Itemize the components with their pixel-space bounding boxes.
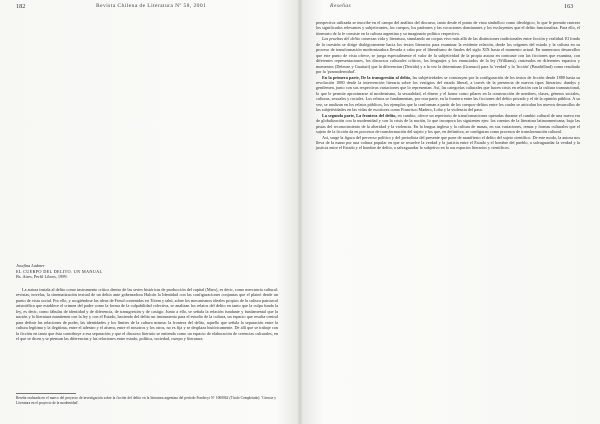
- footnote-rule: [16, 393, 76, 394]
- review-citation: [16, 263, 266, 280]
- left-body-text: [16, 287, 278, 342]
- left-paragraph: La autora instala al delito como instrumento crítico dentro de las series históricas de producción del capital (Marx), es decir, como mercancía cultural: revistas, novelas, la cinematización textual de un delito ante gobernadora Halcón la Identidad con las configuraciones conjuntas que el plateó desde un punto de vista social. Por ello, y acogiéndose las ideas de Freud contenidas en Tótem y tabú, sobre los mecanismos ideales propios de la cultura patriarcal aristotélica que establece el crimen del padre como la forma de la culpabilidad colectiva, se analizan los relatos del delito en tanto que la culpa funda la ley, es decir, como fábulas de identidad y de diferencia, de transgresión y de castigo. Junto a ello, se señala la relación fundante y fundamental que la nación y la literatura mantienen con la ley y con el Estado, haciendo del delito un instrumento para el estudio de la cultura, un espacio que resulta central para definir las relaciones de poder, las identidades y los límites de la cultura misma: la frontera del delito, aquello que señala la separación entre la cultura legítima y la ilegítima, entre el adentro y el afuera, entre el nosotros y los otros, no es fija y se desplaza históricamente. De allí que se trabaje con la ficción en tanto que ésta contribuye a esa separación y que el discurso literario se entienda como un espacio de elaboración de creencias culturales, en el que se dicen y se piensan las diferencias y las relaciones entre estado, política, sociedad, cuerpo y literatura.: [16, 287, 278, 342]
- review-author: Josefina Ludmer: [16, 263, 45, 268]
- right-paragraph: Las pruebas del delito conectan vida y literatura, simulando un corpus vivo más allá de las distinciones tradicionales entre ficción y realidad. El fondo de la cuestión se dirige dialógicamente hacia los textos literarios para examinar la evidente relación, desde los orígenes del estado y la cultura en su proceso de transformación modernizadora llevada a cabo por el liberalismo de finales del siglo XIX hasta el momento actual. En numerosos desarrollos que este punto de vista ofrece, se juega especialmente el valor de la subjetividad de la propia autora en contraste con las ficciones que examina, con diferentes representaciones, los discursos culturales críticos, los lenguajes y los enunciados de la ley (Williams), rastreados en diferentes espacios y momentos (Deleuze y Guattari) que la diferencian (Derrida) y a la vez la determinan (Gramsci) para la 'verdad' y la 'ficción' (Baudrillard) como resultado por la 'posmodernidad'.: [316, 36, 580, 75]
- left-page-number: 182: [16, 3, 26, 10]
- review-imprint: Bs. Aires, Perfil Libros, 1999.: [16, 274, 68, 280]
- review-title: EL CUERPO DEL DELITO. UN MANUAL: [16, 268, 103, 274]
- paragraph-lead: La segunda parte, La frontera del delito,: [322, 112, 397, 118]
- right-page-number: 163: [564, 3, 574, 10]
- right-paragraph: La segunda parte, La frontera del delito, en cambio, ofrece un repertorio de transformaciones operadas durante el cambio cultural de una nueva era de globalización con la modernidad y con la crisis de la nación, lo que incorpora los siguientes ejes: los cuentos de la literatura latinoamericana, bajo las pistas del reconocimiento de la alteridad y la violencia. En la lengua inglesa y la cultura de masas, en sus variaciones, temas y formas culturales que el sujeto de la ficción da en procesos de transformación del sujeto y los que, en definitiva, se configuran como procesos de transformación cultural.: [316, 112, 580, 135]
- footnote: Reseña realizada en el marco del proyecto de investigación sobre la ficción del delito en la literatura argentina del período Fondecyt Nº 1000062 (Título Completado): 'Ciencia y Literatura en el proyecto de la modernidad'.: [16, 396, 276, 405]
- paragraph-lead: Las pruebas del delito: [322, 36, 361, 42]
- right-page: [302, 0, 600, 424]
- right-paragraph: Así, surge la figura del perverso político y del periodista del presente que pone de manifiesto el delito del sujeto científico. De este modo, la autora nos lleva de la mano por una cultura popular en que se resuelve la verdad y la justicia entre el Estado y el hombre del pueblo, a salvaguardar la verdad y la justicia entre el Estado y el hombre de delito, a salvaguardar lo subjetivo en la sus espacios literarios y científicos.: [316, 134, 580, 151]
- right-running-header: Reseñas: [330, 3, 352, 9]
- right-paragraph: En la primera parte, De la transgresión al delito, las subjetividades se construyen por la configuración de los textos de ficción desde 1880 hasta su revolución 1880 desde la intervención literaria sobre los vestigios del estado liberal, a través de la presencia de nuevos tipos literarios: dandys y gentlemen, junto con sus respectivas variaciones que lo representan. Así, las categorías culturales que hacen crisis en relación con la cultura transnacional, lo que le permite aproximarse al modernismo, la sexualidad, el dinero y el honor como pilares en la construcción de nombres, clases, géneros sociales, culturas, sexuales y raciales. Los relatos se fundamentan, por otra parte, en la frontera entre las ficciones del delito privado y el de la opinión pública. A su vez, se analizan en los relatos públicos, los ejemplos que la conforman a partir de los cuerpos-delitos entre los cuales se articulan los nuevos desarrollos de las subjetividades en las vidas de escritores como Francisco Madero, Lobo y la violencia del paso.: [316, 74, 580, 113]
- right-body-text: [316, 20, 580, 151]
- paragraph-lead: En la primera parte, De la transgresión al delito,: [322, 74, 412, 80]
- left-page: [0, 0, 298, 424]
- right-paragraph: perspectiva utilizada se inscribe en el campo del análisis del discurso, tanto desde el punto de vista simbólico como ideológico, lo que le permite rastrear los significados relevantes y subjetivantes, los cuerpos, los padrones y las vocaciones dominantes y los excluyentes que el delito funcionaliza. Para ello, el itinerario de la fe consiste en la cultura argentina y su imaginario político respectivo.: [316, 20, 580, 36]
- left-running-header: Revista Chilena de Literatura Nº 58, 2001: [96, 3, 207, 9]
